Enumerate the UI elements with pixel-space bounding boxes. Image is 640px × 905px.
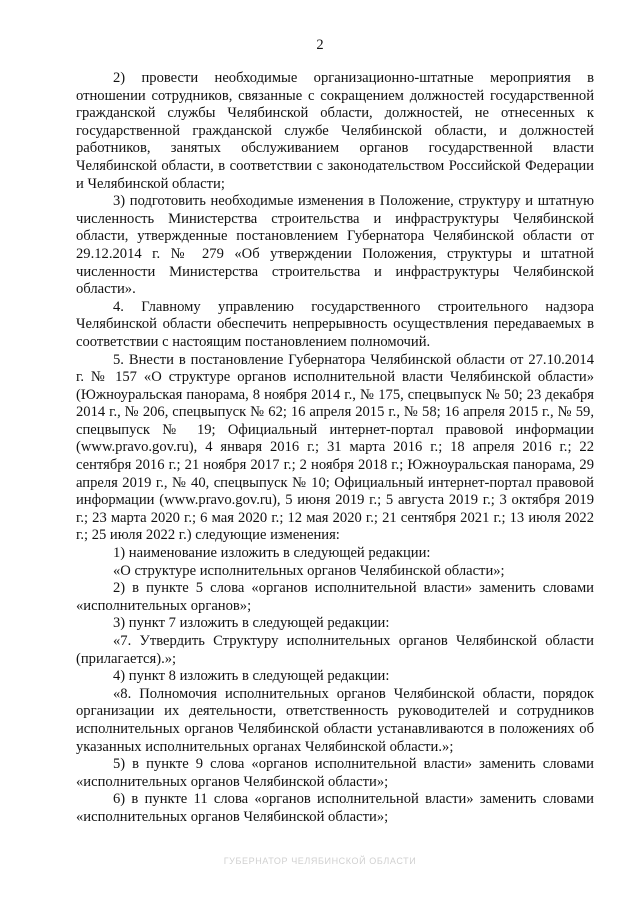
paragraph-item-2-staffing: 2) провести необходимые организационно-штатные мероприятия в отношении сотрудников, связанные с сокращением должностей государственной гражданской службы Челябинской области, должностей, не отнесенных к государственной гражданской службе Челябинской области, и должностей работников, занятых обслуживанием органов государственной власти Челябинской области, в соответствии с законодательством Российской Федерации и Челябинской области; xyxy=(76,70,594,192)
paragraph-point-7-quote: «7. Утвердить Структуру исполнительных органов Челябинской области (прилагается).»; xyxy=(76,633,594,667)
paragraph-subitem-6: 6) в пункте 11 слова «органов исполнительной власти» заменить словами «исполнительных органов Челябинской области»; xyxy=(76,791,594,825)
paragraph-point-8-quote: «8. Полномочия исполнительных органов Челябинской области, порядок организации их деятельности, ответственность руководителей и сотрудников исполнительных органов Челябинской области устанавливаются в положениях об указанных исполнительных органах Челябинской области.»; xyxy=(76,685,594,755)
footer-watermark: ГУБЕРНАТОР ЧЕЛЯБИНСКОЙ ОБЛАСТИ xyxy=(223,856,417,866)
paragraph-subitem-2: 2) в пункте 5 слова «органов исполнительной власти» заменить словами «исполнительных органов»; xyxy=(76,580,594,614)
paragraph-point-4-construction-supervision: 4. Главному управлению государственного строительного надзора Челябинской области обеспечить непрерывность осуществления передаваемых в соответствии с настоящим постановлением полномочий. xyxy=(76,298,594,350)
paragraph-point-5-amendments: 5. Внести в постановление Губернатора Челябинской области от 27.10.2014 г. № 157 «О структуре органов исполнительной власти Челябинской области» (Южноуральская панорама, 8 ноября 2014 г., № 175, спецвыпуск № 50; 23 декабря 2014 г., № 206, спецвыпуск № 62; 16 апреля 2015 г., № 58; 16 апреля 2015 г., № 59, спецвыпуск № 19; Официальный интернет-портал правовой информации (www.pravo.gov.ru), 4 января 2016 г.; 31 марта 2016 г.; 18 апреля 2016 г.; 22 сентября 2016 г.; 21 ноября 2017 г.; 2 ноября 2018 г.; Южноуральская панорама, 29 апреля 2019 г., № 40, спецвыпуск № 10; Официальный интернет-портал правовой информации (www.pravo.gov.ru), 5 июня 2019 г.; 5 августа 2019 г.; 3 октября 2019 г.; 23 марта 2020 г.; 6 мая 2020 г.; 12 мая 2020 г.; 21 сентября 2021 г.; 13 июля 2022 г.; 25 июля 2022 г.) следующие изменения: xyxy=(76,351,594,544)
paragraph-subitem-4: 4) пункт 8 изложить в следующей редакции: xyxy=(113,668,390,685)
paragraph-subitem-3: 3) пункт 7 изложить в следующей редакции: xyxy=(113,615,390,632)
paragraph-item-3-ministry-changes: 3) подготовить необходимые изменения в Положение, структуру и штатную численность Министерства строительства и инфраструктуры Челябинской области, утвержденные постановлением Губернатора Челябинской области от 29.12.2014 г. № 279 «Об утверждении Положения, структуры и штатной численности Министерства строительства и инфраструктуры Челябинской области». xyxy=(76,193,594,298)
document-body xyxy=(76,70,594,827)
paragraph-subitem-5: 5) в пункте 9 слова «органов исполнительной власти» заменить словами «исполнительных органов Челябинской области»; xyxy=(76,756,594,790)
paragraph-new-title-quote: «О структуре исполнительных органов Челябинской области»; xyxy=(113,562,505,579)
paragraph-subitem-1: 1) наименование изложить в следующей редакции: xyxy=(113,545,431,562)
page-number: 2 xyxy=(316,37,324,53)
